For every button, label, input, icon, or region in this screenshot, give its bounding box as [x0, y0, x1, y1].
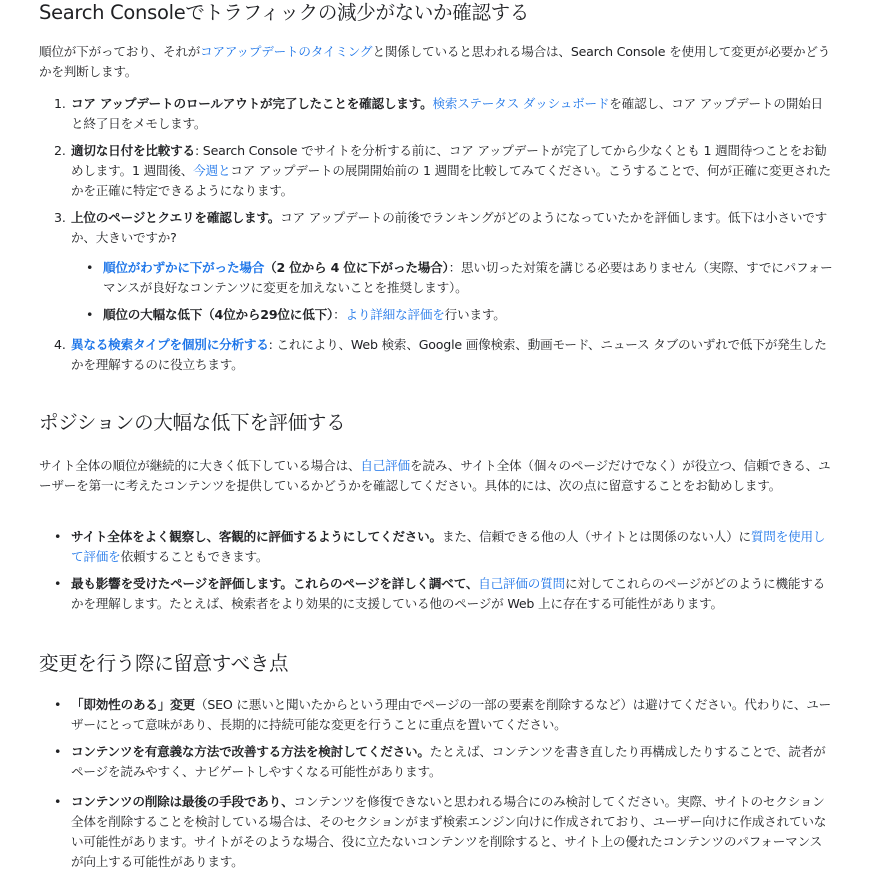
changes-bullet-3: • コンテンツの削除は最後の手段であり、コンテンツを修復できないと思われる場合にのみ検討してください。実際、サイトのセクション全体を削除することを検討している場合は、そのセクションがまず検索エンジン向けに作成されており、ユーザー向けに作成されていない可能性があります。サイトがそのような場合、役に立たないコンテンツを削除すると、サイト上の優れたコンテンツのパフォーマンスが向上する可能性があります。 [54, 794, 827, 869]
section-heading-changes: 変更を行う際に留意すべき点 [39, 652, 289, 675]
subitem-slight-drop: • 順位がわずかに下がった場合（2 位から 4 位に下がった場合）：思い切った対策を講じる必要はありません（実際、すでにパフォーマンスが良好なコンテンツに変更を加えないことを推奨します）。 [86, 260, 833, 295]
use-questions-link[interactable]: 質問を使用して評価を [71, 529, 826, 564]
section-heading-position-drop: ポジションの大幅な低下を評価する [39, 411, 346, 434]
bullet-icon: • [54, 697, 62, 712]
section1-intro: 順位が下がっており、それがコアアップデートのタイミングと関係していると思われる場合は、Search Console を使用して変更が必要かどうかを判断します。 [39, 44, 831, 79]
self-assessment-link[interactable]: 自己評価 [360, 458, 410, 473]
changes-bullet-2: • コンテンツを有意義な方法で改善する方法を検討してください。たとえば、コンテンツを書き直したり再構成したりすることで、読者がページを読みやすく、ナビゲートしやすくなる可能性があります。 [54, 744, 826, 779]
bullet-icon: • [54, 529, 62, 544]
position-bullet-2: • 最も影響を受けたページを評価します。これらのページを詳しく調べて、自己評価の質問に対してこれらのページがどのように機能するかを理解します。たとえば、検索者をより効果的に支援している他のページが Web 上に存在する可能性があります。 [54, 576, 826, 611]
position-bullet-1: • サイト全体をよく観察し、客観的に評価するようにしてください。また、信頼できる他の人（サイトとは関係のない人）に質問を使用して評価を依頼することもできます。 [54, 529, 826, 564]
bullet-icon: • [54, 576, 62, 591]
bullet-icon: • [54, 794, 62, 809]
step-item-3: 3. 上位のページとクエリを確認します。コア アップデートの前後でランキングがどのようになっていたかを評価します。低下は小さいですか、大きいですか? [54, 210, 828, 245]
article-content [39, 0, 833, 870]
bullet-icon: • [86, 307, 94, 322]
bullet-icon: • [54, 744, 62, 759]
step-item-4: 4. 異なる検索タイプを個別に分析する: これにより、Web 検索、Google 画像検索、動画モード、ニュース タブのいずれで低下が発生したかを理解するのに役立ちます。 [54, 337, 827, 372]
section2-intro: サイト全体の順位が継続的に大きく低下している場合は、自己評価を読み、サイト全体（個々のページだけでなく）が役立つ、信頼できる、ユーザーを第一に考えたコンテンツを提供しているかどうかを確認してください。具体的には、次の点に留意することをお勧めします。 [39, 458, 831, 493]
section-heading-search-console: Search Consoleでトラフィックの減少がないか確認する [39, 1, 530, 24]
bullet-icon: • [86, 260, 94, 275]
search-type-analysis-link[interactable]: 異なる検索タイプを個別に分析する [71, 337, 269, 352]
subitem-large-drop: • 順位の大幅な低下（4位から29位に低下）：より詳細な評価を行います。 [103, 305, 833, 325]
detailed-evaluation-link[interactable]: より詳細な評価を [345, 307, 445, 322]
core-update-timing-link[interactable]: コアアップデートのタイミング [200, 44, 373, 59]
step-item-2: 2. 適切な日付を比較する: Search Console でサイトを分析する前に、コア アップデートが完了してから少なくとも 1 週間待つことをお勧めします。1 週間後、今週とコア アップデートの展開開始前の 1 週間を比較してみてください。こうすることで、何が正確に変更されたかを正確に特定できるようになります。 [54, 143, 831, 198]
search-status-dashboard-link[interactable]: 検索ステータス ダッシュボード [432, 96, 610, 111]
changes-bullet-1: • 「即効性のある」変更（SEO に悪いと聞いたからという理由でページの一部の要素を削除するなど）は避けてください。代わりに、ユーザーにとって意味があり、長期的に持続可能な変更を行うことに重点を置いてください。 [54, 697, 832, 732]
step-item-1: 1. コア アップデートのロールアウトが完了したことを確認します。検索ステータス ダッシュボードを確認し、コア アップデートの開始日と終了日をメモします。 [54, 96, 823, 131]
self-assessment-questions-link[interactable]: 自己評価の質問 [478, 576, 565, 591]
this-week-link[interactable]: 今週と [193, 163, 231, 178]
slight-drop-link[interactable]: 順位がわずかに下がった場合 [103, 260, 265, 275]
